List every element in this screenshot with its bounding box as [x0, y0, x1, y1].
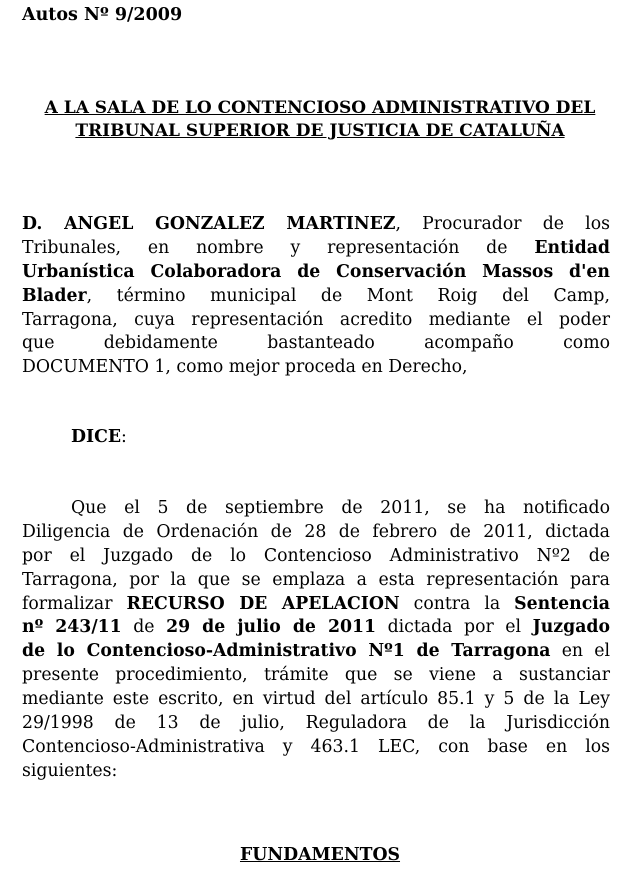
procurador-name: D. ANGEL GONZALEZ MARTINEZ: [22, 214, 396, 234]
body-line: Tarragona, por la que se emplaza a esta representación para: [22, 569, 610, 590]
intro-line: D. ANGEL GONZALEZ MARTINEZ, Procurador de los: [22, 214, 610, 234]
body-line: siguientes:: [22, 760, 118, 781]
intro-line: que debidamente bastanteado acompaño como: [22, 333, 610, 354]
intro-line: Tribunales, en nombre y representación de Entidad: [22, 237, 610, 258]
body-line: Que el 5 de septiembre de 2011, se ha notificado: [71, 498, 610, 518]
court-heading-line-2: TRIBUNAL SUPERIOR DE JUSTICIA DE CATALUÑA: [75, 121, 565, 141]
body-line: Contencioso-Administrativa y 463.1 LEC, con base en los: [22, 736, 610, 757]
appeal-type: RECURSO DE APELACION: [126, 593, 400, 614]
court-name: de lo Contencioso-Administrativo Nº1 de Tarragona: [22, 641, 551, 662]
sentence-date: 29 de julio de 2011: [166, 617, 377, 638]
body-line: Diligencia de Ordenación de 28 de febrero de 2011, dictada: [22, 521, 610, 542]
entity-name: Urbanística Colaboradora de Conservación Massos d'en: [22, 261, 610, 282]
body-line: por el Juzgado de lo Contencioso Administrativo Nº2 de: [22, 545, 610, 566]
intro-line: [22, 261, 610, 285]
intro-line: Blader, término municipal de Mont Roig del Camp,: [22, 285, 610, 306]
body-line: de lo Contencioso-Administrativo Nº1 de Tarragona en el: [22, 641, 610, 662]
body-paragraph: [22, 497, 610, 784]
case-number: Autos Nº 9/2009: [22, 5, 183, 25]
body-line: formalizar RECURSO DE APELACION contra la Sentencia: [22, 593, 611, 614]
intro-paragraph: [22, 213, 610, 380]
body-line: 29/1998 de 13 de julio, Reguladora de la Jurisdicción: [22, 713, 610, 734]
intro-line: Tarragona, cuya representación acredito mediante el poder: [22, 309, 610, 330]
body-line: presente procedimiento, trámite que se viene a sustanciar: [22, 665, 610, 686]
dice-label: DICE:: [71, 427, 127, 447]
intro-line: DOCUMENTO 1, como mejor proceda en Derecho,: [22, 357, 468, 378]
body-line: mediante este escrito, en virtud del artículo 85.1 y 5 de la Ley: [22, 689, 610, 710]
section-title: FUNDAMENTOS: [239, 845, 401, 865]
court-heading-line-1: A LA SALA DE LO CONTENCIOSO ADMINISTRATIVO DEL: [44, 98, 596, 118]
body-line: nº 243/11 de 29 de julio de 2011 dictada por el Juzgado: [22, 617, 611, 638]
sentence-number: nº 243/11: [22, 617, 122, 638]
